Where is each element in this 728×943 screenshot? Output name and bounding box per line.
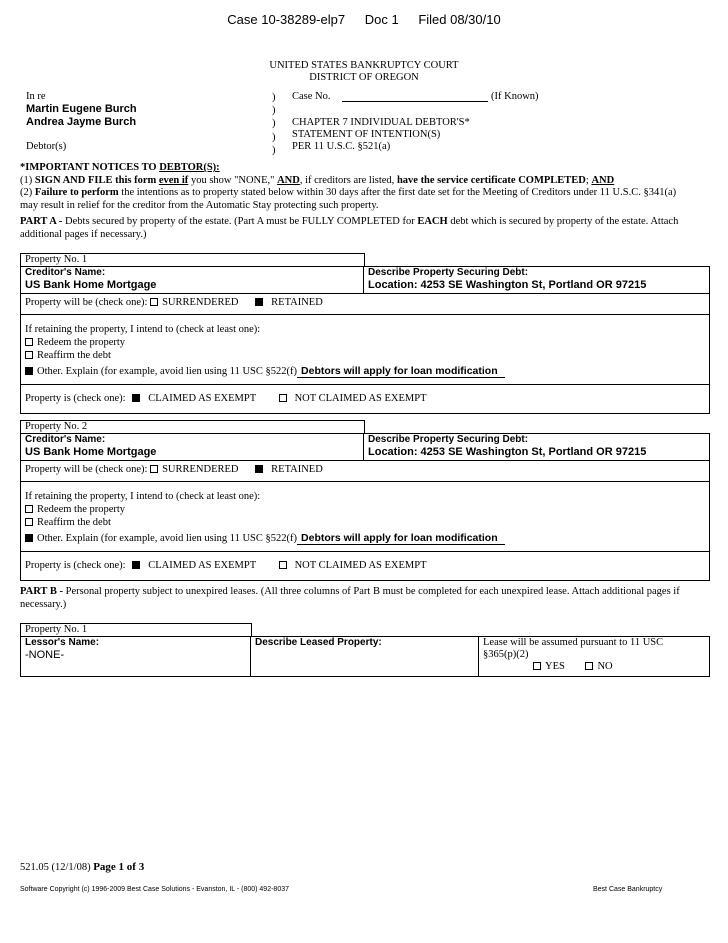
claimed-exempt-checkbox[interactable] xyxy=(132,561,140,569)
property-number: Property No. 1 xyxy=(25,624,88,635)
filing-header xyxy=(0,12,728,27)
reaffirm-checkbox[interactable] xyxy=(25,351,33,359)
redeem-checkbox[interactable] xyxy=(25,505,33,513)
surrendered-checkbox[interactable] xyxy=(150,298,158,306)
creditor-label: Creditor's Name: xyxy=(25,434,106,445)
debtor-name-2: Andrea Jayme Burch xyxy=(26,116,137,128)
describe-label: Describe Property Securing Debt: xyxy=(368,434,529,445)
other-option: Other. Explain (for example, avoid lien using 11 USC §522(f) Debtors will apply for loan modification xyxy=(25,365,505,378)
not-claimed-exempt-checkbox[interactable] xyxy=(279,394,287,402)
notices xyxy=(20,162,710,212)
leased-property-label: Describe Leased Property: xyxy=(255,637,382,648)
form-footer xyxy=(20,861,144,873)
property-number: Property No. 1 xyxy=(25,254,88,265)
debtor-name-1: Martin Eugene Burch xyxy=(26,103,137,115)
property-description: Location: 4253 SE Washington St, Portland OR 97215 xyxy=(368,279,647,291)
debtors-label: Debtor(s) xyxy=(26,141,67,152)
form-number: 521.05 (12/1/08) xyxy=(20,862,91,873)
paren: ) xyxy=(272,144,276,156)
reaffirm-checkbox[interactable] xyxy=(25,518,33,526)
property-description: Location: 4253 SE Washington St, Portland OR 97215 xyxy=(368,446,647,458)
retained-checkbox[interactable] xyxy=(255,298,263,306)
part-b-heading: PART B - Personal property subject to unexpired leases. (All three columns of Part B must be completed for each unexpired lease. Attach additional pages if necessary.) xyxy=(20,586,680,610)
other-checkbox[interactable] xyxy=(25,367,33,375)
notice-line-2: (2) Failure to perform the intentions as to property stated below within 30 days after the first date set for the Meeting of Creditors under 11 U.S.C. §341(a) xyxy=(20,187,677,198)
software-copyright: Software Copyright (c) 1996-2009 Best Case Solutions - Evanston, IL - (800) 492-8037 xyxy=(20,886,289,893)
form-title-1: CHAPTER 7 INDIVIDUAL DEBTOR'S* xyxy=(292,117,470,128)
notice-line-3: may result in relief for the creditor from the Automatic Stay protecting such property. xyxy=(20,199,379,211)
page-indicator: Page 1 of 3 xyxy=(93,861,145,873)
lease-assumed-label: Lease will be assumed pursuant to 11 USC xyxy=(483,637,664,648)
reaffirm-option: Reaffirm the debt xyxy=(25,517,111,528)
doc-number: Doc 1 xyxy=(364,12,399,27)
redeem-option: Redeem the property xyxy=(25,337,125,348)
reaffirm-option: Reaffirm the debt xyxy=(25,350,111,361)
paren: ) xyxy=(272,131,276,143)
claimed-exempt-checkbox[interactable] xyxy=(132,394,140,402)
no-checkbox[interactable] xyxy=(585,662,593,670)
paren: ) xyxy=(272,105,276,117)
intend-label: If retaining the property, I intend to (check at least one): xyxy=(25,491,261,502)
surrendered-checkbox[interactable] xyxy=(150,465,158,473)
intend-label: If retaining the property, I intend to (check at least one): xyxy=(25,324,261,335)
creditor-name: US Bank Home Mortgage xyxy=(25,279,157,291)
other-explanation[interactable]: Debtors will apply for loan modification xyxy=(297,532,505,545)
filed-date: Filed 08/30/10 xyxy=(418,12,501,27)
if-known-label: (If Known) xyxy=(491,91,539,102)
court-name: UNITED STATES BANKRUPTCY COURT xyxy=(269,60,459,71)
form-title-3: PER 11 U.S.C. §521(a) xyxy=(292,141,391,152)
lease-assumed-section: §365(p)(2) xyxy=(483,649,529,660)
yes-checkbox[interactable] xyxy=(533,662,541,670)
exempt-row: Property is (check one): CLAIMED AS EXEMPT NOT CLAIMED AS EXEMPT xyxy=(25,393,427,404)
describe-label: Describe Property Securing Debt: xyxy=(368,267,529,278)
in-re-label: In re xyxy=(26,91,46,102)
paren: ) xyxy=(272,92,276,103)
property-number: Property No. 2 xyxy=(25,421,88,432)
paren: ) xyxy=(272,118,276,130)
case-no-field[interactable] xyxy=(342,101,488,102)
case-number: Case 10-38289-elp7 xyxy=(227,12,346,27)
software-brand: Best Case Bankruptcy xyxy=(593,886,663,893)
retained-checkbox[interactable] xyxy=(255,465,263,473)
creditor-name: US Bank Home Mortgage xyxy=(25,446,157,458)
redeem-option: Redeem the property xyxy=(25,504,125,515)
other-explanation[interactable]: Debtors will apply for loan modification xyxy=(297,365,505,378)
lessor-label: Lessor's Name: xyxy=(25,637,100,648)
form-title-2: STATEMENT OF INTENTION(S) xyxy=(292,129,441,140)
part-a-heading: PART A - Debts secured by property of the estate. (Part A must be FULLY COMPLETED for EACH debt which is secured by property of the estate. Attach additional pages if necessary.) xyxy=(20,216,679,240)
lessor-name: -NONE- xyxy=(25,649,65,661)
case-no-label: Case No. xyxy=(292,91,331,102)
disposition-row: Property will be (check one): SURRENDERED RETAINED xyxy=(25,297,323,308)
court-district: DISTRICT OF OREGON xyxy=(309,72,419,83)
other-option: Other. Explain (for example, avoid lien using 11 USC §522(f) Debtors will apply for loan modification xyxy=(25,532,505,545)
disposition-row: Property will be (check one): SURRENDERED RETAINED xyxy=(25,464,323,475)
caption-parens xyxy=(272,91,276,157)
creditor-label: Creditor's Name: xyxy=(25,267,106,278)
redeem-checkbox[interactable] xyxy=(25,338,33,346)
notices-heading: *IMPORTANT NOTICES TO DEBTOR(S): xyxy=(20,162,220,173)
exempt-row: Property is (check one): CLAIMED AS EXEMPT NOT CLAIMED AS EXEMPT xyxy=(25,560,427,571)
lease-assumed-options: YES NO xyxy=(533,661,613,672)
not-claimed-exempt-checkbox[interactable] xyxy=(279,561,287,569)
notice-line-1: (1) SIGN AND FILE this form even if you show "NONE," AND, if creditors are listed, have the service certificate COMPLETED; AND xyxy=(20,174,615,186)
other-checkbox[interactable] xyxy=(25,534,33,542)
